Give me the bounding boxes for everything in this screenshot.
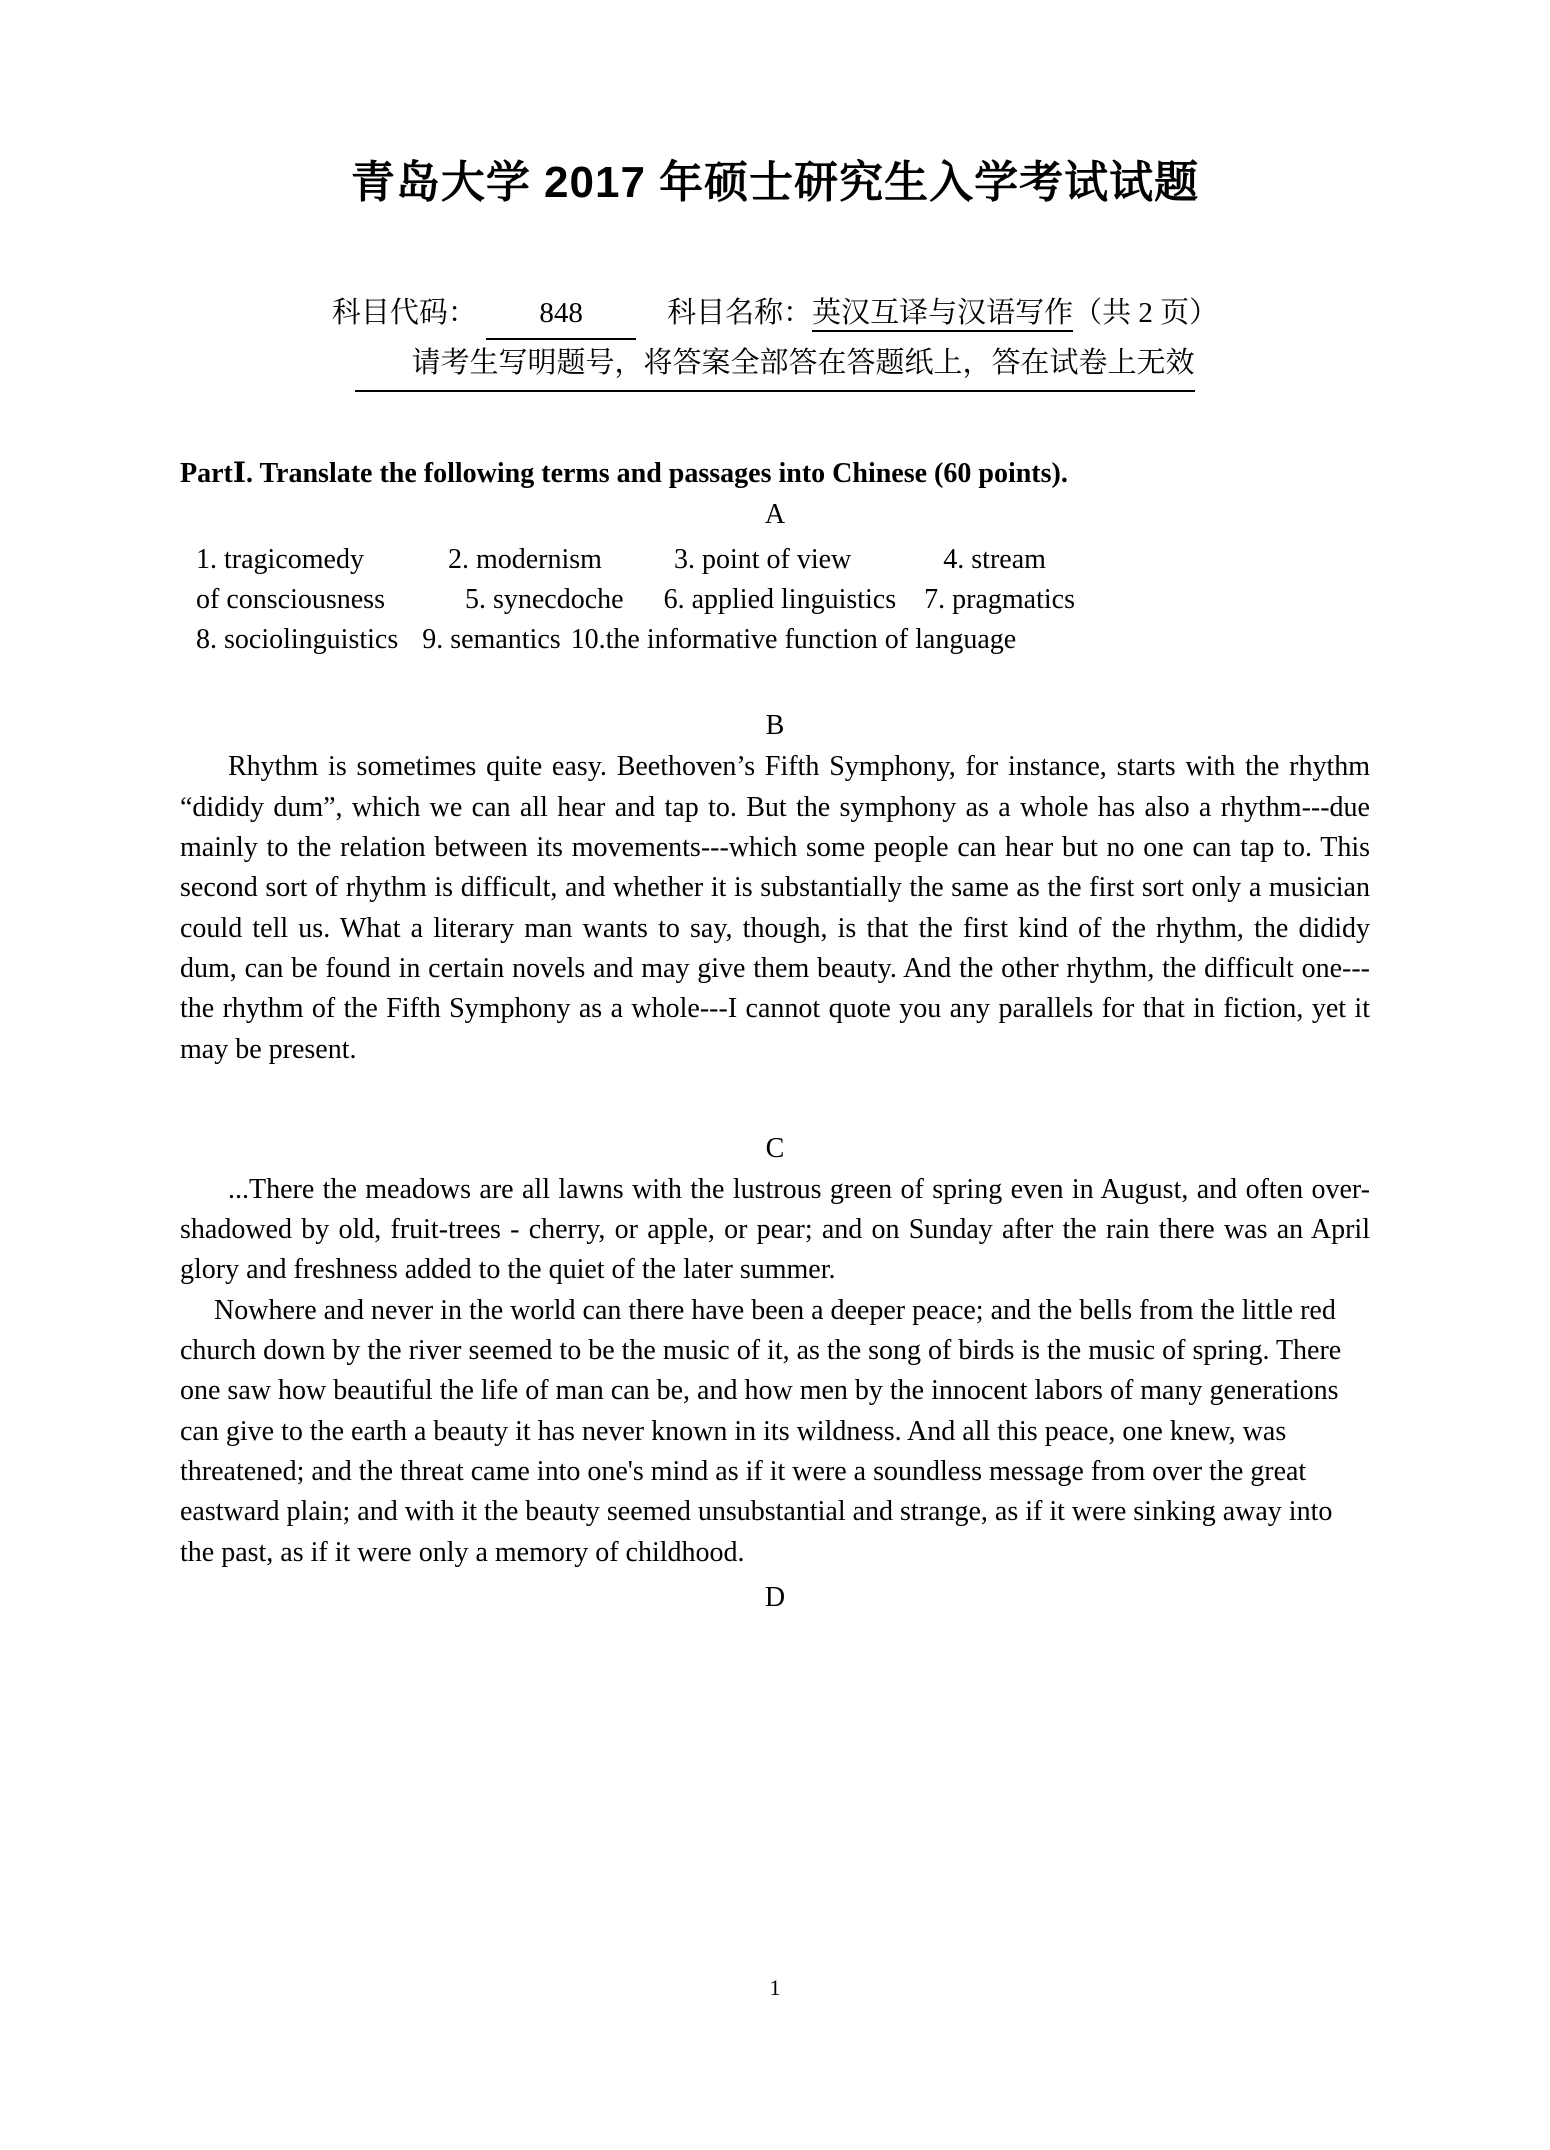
gap bbox=[624, 580, 664, 620]
answer-notice-line bbox=[180, 340, 1370, 392]
term-item: 7. pragmatics bbox=[924, 583, 1075, 615]
section-letter-d: D bbox=[764, 1581, 786, 1613]
subject-info-line bbox=[180, 290, 1370, 340]
subject-code-label: 科目代码： bbox=[331, 297, 477, 329]
gap bbox=[851, 540, 943, 580]
term-item: 1. tragicomedy bbox=[196, 544, 364, 576]
page-number: 1 bbox=[769, 1975, 781, 2000]
gap bbox=[561, 620, 571, 660]
term-item: 9. semantics bbox=[422, 623, 561, 655]
page-title: 青岛大学 2017 年硕士研究生入学考试试题 bbox=[350, 158, 1200, 207]
subject-name-label: 科目名称： bbox=[667, 297, 813, 329]
passage-c-paragraph-1: ...There the meadows are all lawns with the lustrous green of spring even in August, and often over-shadowed by old, fruit-trees - cherry, or apple, or pear; and on Sunday after the rain there was an April glory and freshness added to the quiet of the later summer. bbox=[180, 1173, 1370, 1286]
gap bbox=[896, 580, 924, 620]
term-item: 10.the informative function of language bbox=[570, 623, 1017, 655]
terms-list bbox=[180, 540, 1370, 659]
page-count-note: （共 2 页） bbox=[1073, 297, 1219, 329]
term-item: 4. stream bbox=[943, 544, 1046, 576]
section-letter-c: C bbox=[765, 1132, 785, 1164]
terms-row bbox=[180, 540, 1370, 580]
answer-notice-text: 请考生写明题号，将答案全部答在答题纸上，答在试卷上无效 bbox=[411, 346, 1195, 379]
term-item: of consciousness bbox=[196, 583, 385, 615]
gap bbox=[602, 540, 674, 580]
passage-b-text: Rhythm is sometimes quite easy. Beethoven’s Fifth Symphony, for instance, starts with the rhythm “dididy dum”, which we can all hear and tap to. But the symphony as a whole has also a rhythm---due mainly to the relation between its movements---which some people can hear but no one can tap to. This second sort of rhythm is difficult, and whether it is substantially the same as the first sort only a musician could tell us. What a literary man wants to say, though, is that the first kind of the rhythm, the dididy dum, can be found in certain novels and may give them beauty. And the other rhythm, the difficult one---the rhythm of the Fifth Symphony as a whole---I cannot quote you any parallels for that in fiction, yet it may be present. bbox=[180, 751, 1370, 1065]
terms-row bbox=[180, 580, 1370, 620]
term-item: 6. applied linguistics bbox=[663, 583, 897, 615]
term-item: 2. modernism bbox=[447, 544, 602, 576]
gap bbox=[385, 580, 465, 620]
terms-row bbox=[180, 620, 1370, 660]
passage-c-paragraph-2: Nowhere and never in the world can there have been a deeper peace; and the bells from the little red church down by the river seemed to be the music of it, as the song of birds is the music of spring. There one saw how beautiful the life of man can be, and how men by the innocent labors of many generations can give to the earth a beauty it has never known in its wildness. And all this peace, one knew, was threatened; and the threat came into one's mind as if it were a soundless message from over the great eastward plain; and with it the beauty seemed unsubstantial and strange, as if it were sinking away into the past, as if it were only a memory of childhood. bbox=[180, 1294, 1342, 1568]
answer-notice bbox=[355, 340, 1194, 392]
term-item: 3. point of view bbox=[673, 544, 852, 576]
subject-code-value: 848 bbox=[486, 290, 636, 340]
gap bbox=[364, 540, 448, 580]
gap bbox=[398, 620, 422, 660]
term-item: 5. synecdoche bbox=[464, 583, 624, 615]
spacer bbox=[645, 297, 660, 329]
part-1-heading: PartⅠ. Translate the following terms and passages into Chinese (60 points). bbox=[180, 457, 1068, 489]
section-letter-a: A bbox=[764, 499, 786, 531]
page-content bbox=[180, 0, 1370, 2150]
exam-meta-block bbox=[180, 290, 1370, 392]
subject-name-value: 英汉互译与汉语写作 bbox=[812, 297, 1073, 332]
section-letter-b: B bbox=[765, 710, 785, 742]
term-item: 8. sociolinguistics bbox=[196, 623, 399, 655]
